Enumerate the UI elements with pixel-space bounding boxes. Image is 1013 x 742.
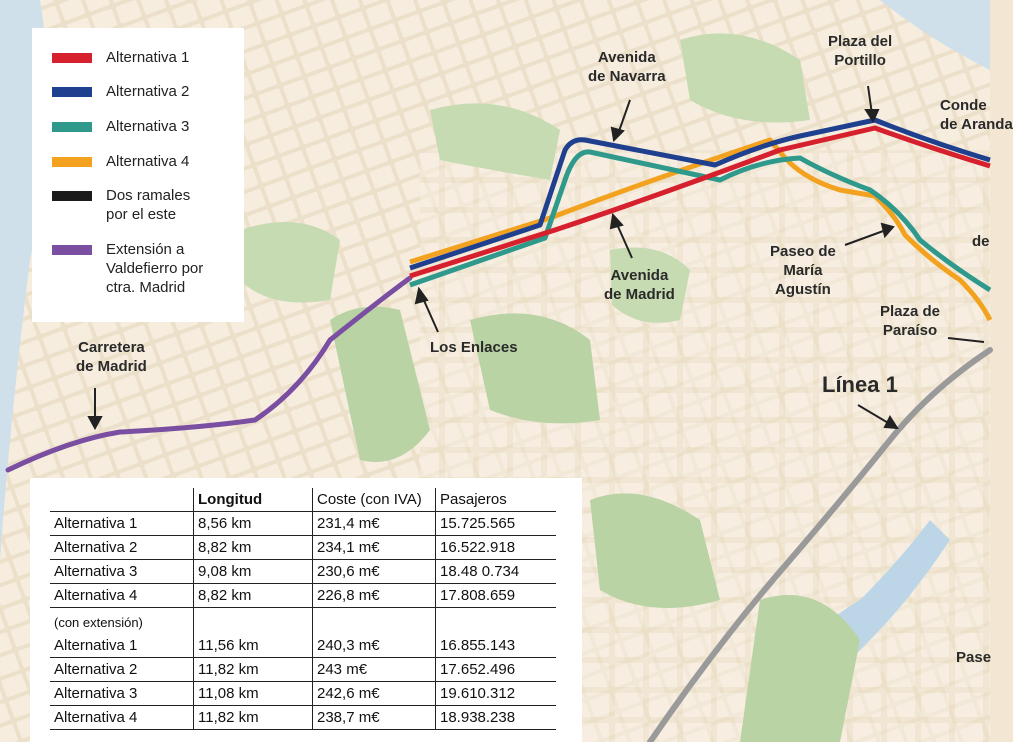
label-partial-de: de (972, 233, 990, 250)
cell-alternativa: Alternativa 4 (50, 584, 194, 608)
cell-pasajeros: 17.652.496 (436, 658, 557, 682)
table-row (50, 536, 556, 560)
label-plaza-portillo: Plaza del Portillo (828, 33, 893, 69)
header-cell (50, 488, 194, 512)
legend-item-alternativa-3 (52, 117, 189, 136)
legend-label: Dos ramales por el este (106, 187, 191, 223)
cell-alternativa: Alternativa 3 (50, 682, 194, 706)
legend-swatch (52, 122, 92, 132)
legend-swatch (52, 191, 92, 201)
cell-empty (194, 608, 313, 635)
header-cell-coste: Coste (con IVA) (313, 488, 436, 512)
label-plaza-paraiso: Plaza de Paraíso (880, 303, 941, 339)
cell-empty (313, 608, 436, 635)
legend-item-extension (52, 240, 203, 297)
label-partial-paseo: Pase (956, 649, 992, 666)
table-row (50, 706, 556, 730)
label-los-enlaces: Los Enlaces (430, 339, 518, 356)
label-conde-aranda: Conde de Aranda (940, 97, 1013, 133)
legend-swatch (52, 87, 92, 97)
table-row (50, 560, 556, 584)
header-cell-pasajeros: Pasajeros (436, 488, 557, 512)
label-paseo-maria-agustin: Paseo de María Agustín (770, 243, 836, 298)
legend (32, 28, 244, 322)
cell-longitud: 11,56 km (194, 634, 313, 658)
table-row (50, 658, 556, 682)
cell-alternativa: Alternativa 3 (50, 560, 194, 584)
cell-longitud: 8,82 km (194, 536, 313, 560)
cell-longitud: 8,56 km (194, 512, 313, 536)
cell-coste: 240,3 m€ (313, 634, 436, 658)
table-row (50, 584, 556, 608)
cell-coste: 242,6 m€ (313, 682, 436, 706)
cell-coste: 226,8 m€ (313, 584, 436, 608)
cell-empty (436, 608, 557, 635)
park-west (240, 222, 340, 303)
label-carretera-madrid: Carretera de Madrid (76, 339, 147, 375)
comparison-table (50, 488, 556, 730)
label-avenida-madrid: Avenida de Madrid (604, 267, 675, 303)
cell-longitud: 9,08 km (194, 560, 313, 584)
comparison-table-panel (30, 478, 582, 742)
cell-pasajeros: 18.48 0.734 (436, 560, 557, 584)
cell-coste: 243 m€ (313, 658, 436, 682)
cell-alternativa: Alternativa 1 (50, 512, 194, 536)
cell-pasajeros: 16.522.918 (436, 536, 557, 560)
cell-longitud: 8,82 km (194, 584, 313, 608)
legend-swatch (52, 53, 92, 63)
cell-coste: 238,7 m€ (313, 706, 436, 730)
legend-item-alternativa-1 (52, 48, 189, 67)
cell-longitud: 11,82 km (194, 706, 313, 730)
cell-pasajeros: 19.610.312 (436, 682, 557, 706)
legend-swatch (52, 157, 92, 167)
cell-pasajeros: 15.725.565 (436, 512, 557, 536)
table-header-row (50, 488, 556, 512)
table-row (50, 682, 556, 706)
legend-label: Alternativa 1 (106, 49, 190, 66)
label-linea-1: Línea 1 (822, 372, 898, 397)
legend-swatch (52, 245, 92, 255)
legend-label: Extensión a Valdefierro por ctra. Madrid (106, 241, 204, 296)
cell-alternativa: Alternativa 1 (50, 634, 194, 658)
cell-pasajeros: 16.855.143 (436, 634, 557, 658)
cell-extension-note: (con extensión) (54, 615, 143, 630)
cell-alternativa: Alternativa 4 (50, 706, 194, 730)
legend-item-dos-ramales (52, 186, 190, 224)
table-row (50, 512, 556, 536)
cell-alternativa: Alternativa 2 (50, 658, 194, 682)
cell-coste: 230,6 m€ (313, 560, 436, 584)
cell-longitud: 11,08 km (194, 682, 313, 706)
cell-coste: 231,4 m€ (313, 512, 436, 536)
table-row (50, 634, 556, 658)
label-avenida-navarra: Avenida de Navarra (588, 49, 666, 85)
table-note-row (50, 608, 556, 635)
legend-label: Alternativa 4 (106, 153, 190, 170)
header-cell-longitud: Longitud (194, 488, 313, 512)
legend-item-alternativa-4 (52, 152, 189, 171)
cell-pasajeros: 17.808.659 (436, 584, 557, 608)
cell-longitud: 11,82 km (194, 658, 313, 682)
legend-label: Alternativa 2 (106, 83, 190, 100)
legend-item-alternativa-2 (52, 82, 189, 101)
cell-pasajeros: 18.938.238 (436, 706, 557, 730)
cell-coste: 234,1 m€ (313, 536, 436, 560)
cell-alternativa: Alternativa 2 (50, 536, 194, 560)
legend-label: Alternativa 3 (106, 118, 190, 135)
